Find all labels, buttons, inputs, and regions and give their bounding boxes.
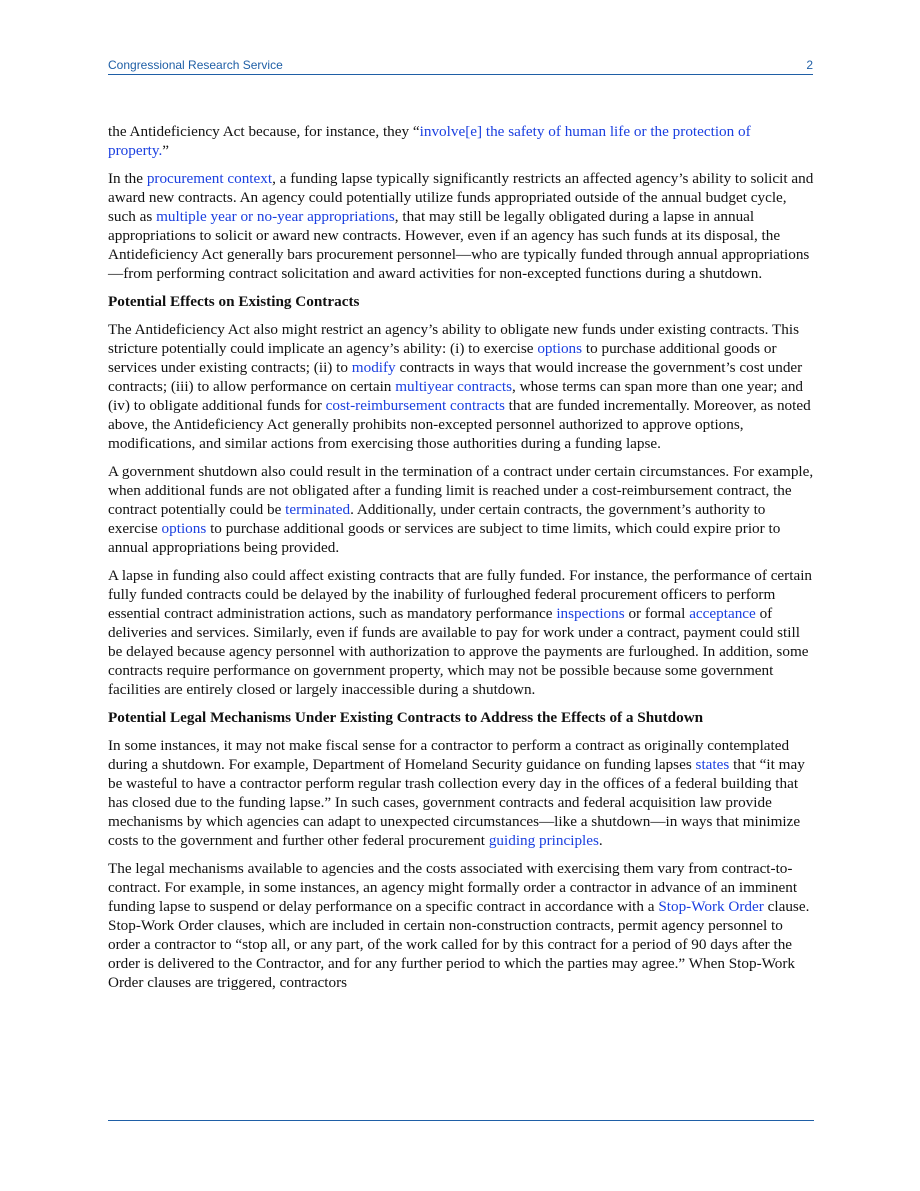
text: clause. Stop-Work Order clauses, which are included in certain non-construction contracts, permit agency personnel to order a contractor to “stop all, or any part, of the work called for by this contract for a period of 90 days after the order is delivered to the Contractor, and for any further period to which the parties may agree.” When Stop-Work Order clauses are triggered, contractors	[108, 898, 810, 991]
link-options[interactable]: options	[161, 520, 207, 537]
text: A lapse in funding also could affect existing contracts that are fully funded. For instance, the performance of certain fully funded contracts could be delayed by the inability of furloughed federal procurement officers to perform essential contract administration actions, such as mandatory performance	[108, 567, 813, 622]
paragraph	[108, 320, 814, 453]
text: contracts in ways that would increase the government’s cost under contracts; (iii) to allow performance on certain	[108, 359, 803, 395]
text: .	[598, 832, 603, 849]
paragraph	[108, 122, 814, 160]
text: ”	[162, 142, 170, 159]
publisher-name: Congressional Research Service	[108, 58, 283, 72]
link-multiyear-contracts[interactable]: multiyear contracts	[395, 378, 513, 395]
link-states[interactable]: states	[695, 756, 730, 773]
link-stop-work-order[interactable]: Stop-Work Order	[658, 898, 764, 915]
link-guiding-principles[interactable]: guiding principles	[488, 832, 599, 849]
footer-divider	[108, 1120, 814, 1121]
text: The Antideficiency Act also might restrict an agency’s ability to obligate new funds under existing contracts. This stricture potentially could implicate an agency’s ability: (i) to exercise	[108, 321, 799, 357]
section-heading: Potential Legal Mechanisms Under Existing Contracts to Address the Effects of a Shutdown	[108, 709, 704, 726]
text: , a funding lapse typically significantly restricts an affected agency’s ability to solicit and award new contracts. An agency could potentially utilize funds appropriated outside of the annual budget cycle, such as	[108, 170, 814, 225]
paragraph	[108, 736, 814, 850]
link-procurement-context[interactable]: procurement context	[146, 170, 273, 187]
link-inspections[interactable]: inspections	[556, 605, 625, 622]
paragraph	[108, 859, 814, 992]
text: that “it may be wasteful to have a contractor perform regular trash collection every day in the offices of a federal building that has closed due to the funding lapse.” In such cases, government contracts and federal acquisition law provide mechanisms by which agencies can adapt to unexpected circumstances—like a shutdown—in ways that minimize costs to the government and further other federal procurement	[108, 756, 805, 849]
paragraph	[108, 169, 814, 283]
text: to purchase additional goods or services are subject to time limits, which could expire prior to annual appropriations being provided.	[108, 520, 781, 556]
paragraph	[108, 566, 814, 699]
paragraph	[108, 462, 814, 557]
page-header	[108, 58, 813, 75]
text: , whose terms can span more than one year; and (iv) to obligate additional funds for	[108, 378, 804, 414]
text: or formal	[624, 605, 690, 622]
text: to purchase additional goods or services under existing contracts; (ii) to	[108, 340, 777, 376]
text: . Additionally, under certain contracts, the government’s authority to exercise	[108, 501, 766, 537]
text: the Antideficiency Act because, for instance, they “	[108, 123, 420, 140]
text: A government shutdown also could result in the termination of a contract under certain circumstances. For example, when additional funds are not obligated after a funding limit is reached under a cost-reimbursement contract, the contract potentially could be	[108, 463, 814, 518]
link-safety-of-human-life[interactable]: involve[e] the safety of human life or the protection of property.	[108, 123, 751, 159]
text: The legal mechanisms available to agencies and the costs associated with exercising them vary from contract-to-contract. For example, in some instances, an agency might formally order a contractor in advance of an imminent funding lapse to suspend or delay performance on a specific contract in accordance with a	[108, 860, 798, 915]
link-acceptance[interactable]: acceptance	[689, 605, 756, 622]
section-heading: Potential Effects on Existing Contracts	[108, 293, 360, 310]
link-modify[interactable]: modify	[351, 359, 396, 376]
text: In the	[108, 170, 147, 187]
link-options[interactable]: options	[537, 340, 583, 357]
text: In some instances, it may not make fiscal sense for a contractor to perform a contract as originally contemplated during a shutdown. For example, Department of Homeland Security guidance on funding lapses	[108, 737, 790, 773]
link-multiple-year-appropriations[interactable]: multiple year or no-year appropriations	[156, 208, 395, 225]
text: , that may still be legally obligated during a lapse in annual appropriations to solicit or award new contracts. However, even if an agency has such funds at its disposal, the Antideficiency Act generally bars procurement personnel—who are typically funded through annual appropriations—from performing contract solicitation and award activities for non-excepted functions during a shutdown.	[108, 208, 810, 282]
text: of deliveries and services. Similarly, even if funds are available to pay for work under a contract, payment could still be delayed because agency personnel with authorization to approve the payments are furloughed. In addition, some contracts require performance on government property, which may not be possible because some government facilities are entirely closed or largely inaccessible during a shutdown.	[108, 605, 809, 698]
document-body	[108, 122, 814, 1001]
link-cost-reimbursement-contracts[interactable]: cost-reimbursement contracts	[325, 397, 505, 414]
link-terminated[interactable]: terminated	[285, 501, 351, 518]
page-number: 2	[806, 58, 813, 72]
text: that are funded incrementally. Moreover, as noted above, the Antideficiency Act generally prohibits non-excepted personnel authorized to approve options, modifications, and similar actions from exercising those authorities during a funding lapse.	[108, 397, 811, 452]
